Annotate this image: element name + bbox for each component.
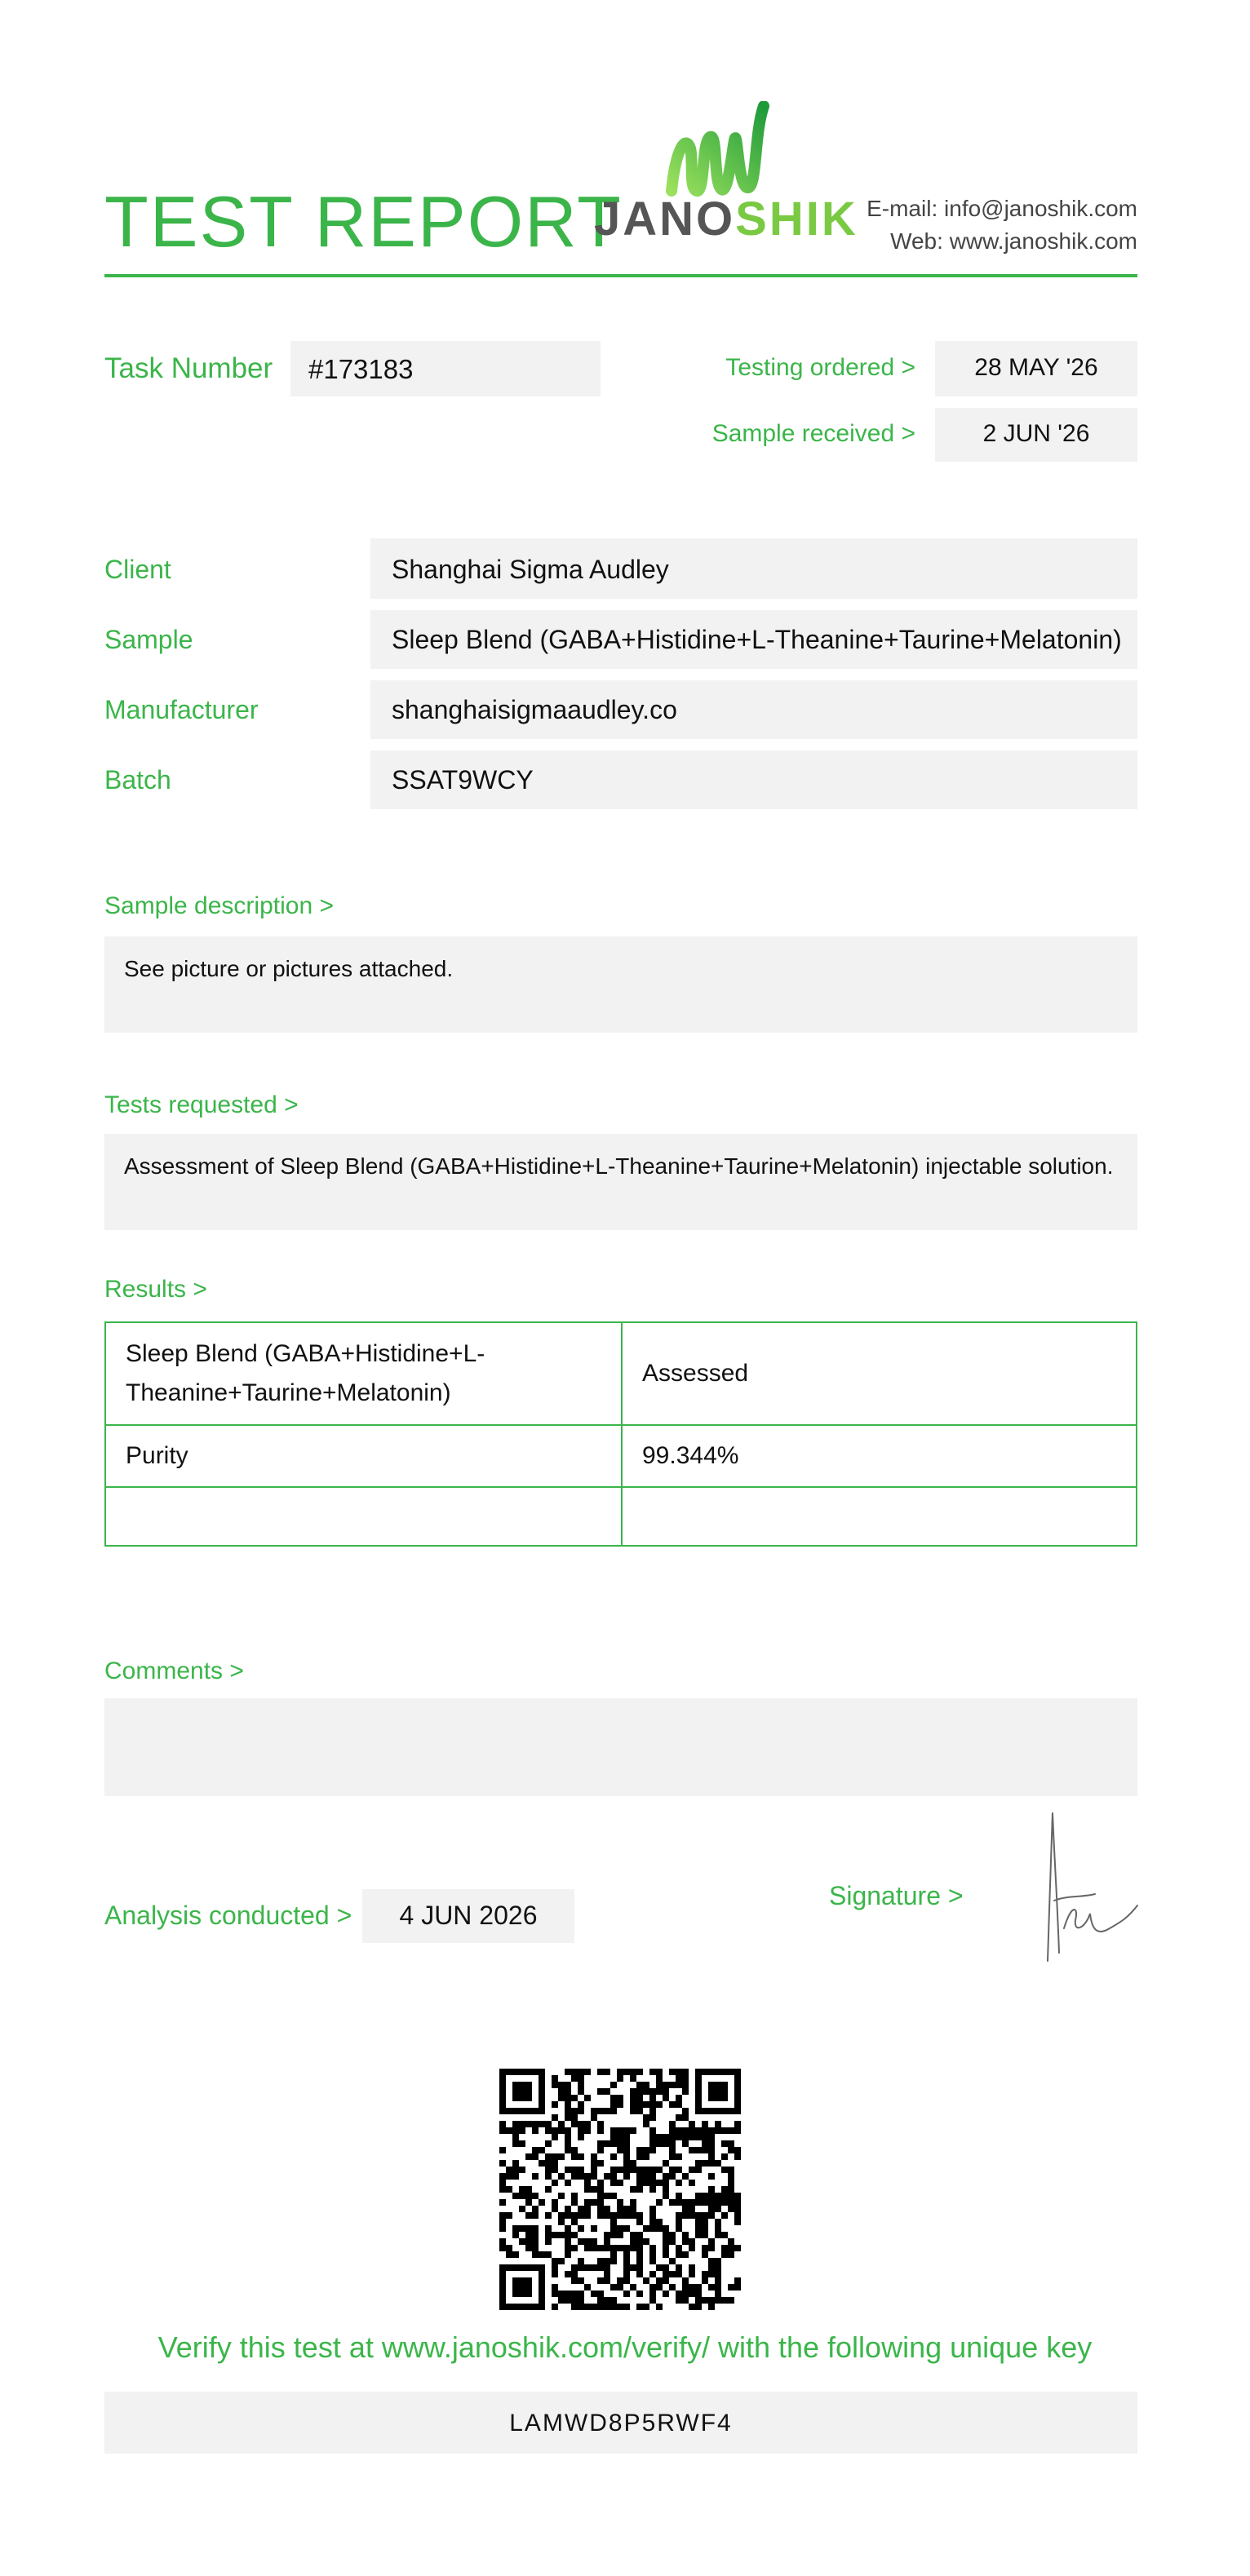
verify-instructions: Verify this test at www.janoshik.com/verify/ with the following unique key bbox=[157, 2330, 1093, 2364]
result-empty-cell bbox=[105, 1487, 622, 1546]
task-number-label: Task Number bbox=[104, 352, 273, 384]
janoshik-logo-icon bbox=[594, 101, 858, 248]
result-empty-cell bbox=[622, 1487, 1137, 1546]
analysis-conducted-label: Analysis conducted > bbox=[104, 1901, 352, 1930]
sample-received-value: 2 JUN '26 bbox=[982, 420, 1090, 447]
header-divider bbox=[104, 274, 1137, 277]
client-label: Client bbox=[104, 555, 171, 584]
signature-label: Signature > bbox=[829, 1881, 964, 1910]
sample-received-label: Sample received > bbox=[711, 420, 915, 447]
signature-icon bbox=[1036, 1806, 1142, 1966]
contact-email: E-mail: info@janoshik.com bbox=[867, 196, 1137, 221]
table-row bbox=[105, 1425, 1137, 1487]
result-compound-cell: Sleep Blend (GABA+Histidine+L-Theanine+Taurine+Melatonin) bbox=[105, 1322, 622, 1425]
batch-value: SSAT9WCY bbox=[392, 765, 534, 794]
result-purity-label-cell: Purity bbox=[105, 1425, 622, 1487]
tests-requested-text: Assessment of Sleep Blend (GABA+Histidine+L-Theanine+Taurine+Melatonin) injectable solution. bbox=[124, 1153, 1114, 1179]
comments-label: Comments > bbox=[104, 1658, 244, 1684]
results-label: Results > bbox=[104, 1276, 207, 1303]
result-compound-status-cell: Assessed bbox=[622, 1322, 1137, 1425]
task-number-value: #173183 bbox=[308, 354, 414, 384]
client-value: Shanghai Sigma Audley bbox=[392, 555, 669, 584]
testing-ordered-value: 28 MAY '26 bbox=[974, 354, 1098, 381]
sample-value: Sleep Blend (GABA+Histidine+L-Theanine+Taurine+Melatonin) bbox=[392, 625, 1122, 654]
analysis-conducted-value: 4 JUN 2026 bbox=[399, 1901, 538, 1930]
results-table bbox=[104, 1321, 1137, 1547]
result-purity-value-cell: 99.344% bbox=[622, 1425, 1137, 1487]
tests-requested-field bbox=[104, 1134, 1137, 1230]
contact-web: Web: www.janoshik.com bbox=[890, 228, 1137, 254]
tests-requested-label: Tests requested > bbox=[104, 1091, 299, 1118]
table-row bbox=[105, 1487, 1137, 1546]
verify-key-value: LAMWD8P5RWF4 bbox=[509, 2410, 733, 2437]
sample-description-text: See picture or pictures attached. bbox=[124, 956, 454, 981]
report-title: TEST REPORT bbox=[104, 181, 623, 262]
qr-code-icon bbox=[499, 2069, 741, 2310]
manufacturer-value: shanghaisigmaaudley.co bbox=[392, 695, 677, 724]
comments-field bbox=[104, 1698, 1137, 1796]
sample-description-label: Sample description > bbox=[104, 892, 334, 919]
sample-label: Sample bbox=[104, 625, 193, 654]
testing-ordered-label: Testing ordered > bbox=[725, 354, 915, 381]
sample-description-field bbox=[104, 936, 1137, 1033]
logo-wordmark: JANOSHIK bbox=[594, 193, 858, 246]
table-row bbox=[105, 1322, 1137, 1425]
manufacturer-label: Manufacturer bbox=[104, 695, 259, 724]
batch-label: Batch bbox=[104, 765, 171, 794]
